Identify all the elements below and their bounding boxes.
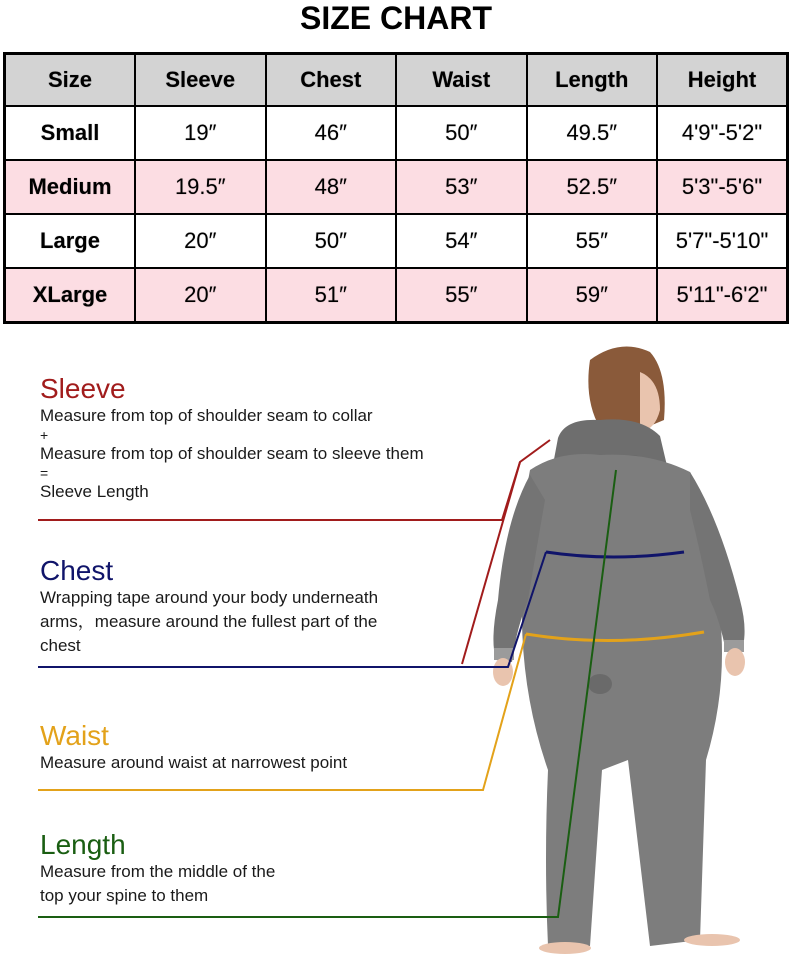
length-line: top your spine to them: [40, 886, 209, 905]
header-waist: Waist: [396, 54, 527, 106]
cell-height: 4'9"-5'2": [657, 106, 788, 160]
chest-section: [40, 556, 378, 658]
cell-size: Large: [5, 214, 136, 268]
cell-sleeve: 19″: [135, 106, 266, 160]
header-height: Height: [657, 54, 788, 106]
cell-sleeve: 20″: [135, 214, 266, 268]
sleeve-heading: Sleeve: [40, 373, 126, 404]
sleeve-line: =: [40, 465, 49, 481]
header-chest: Chest: [266, 54, 397, 106]
length-heading: Length: [40, 829, 126, 860]
chest-line: chest: [40, 636, 81, 655]
sleeve-section: [40, 374, 424, 504]
cell-waist: 53″: [396, 160, 527, 214]
chest-line: arms，measure around the fullest part of the: [40, 612, 378, 631]
cell-size: XLarge: [5, 268, 136, 322]
sleeve-line: +: [40, 427, 49, 443]
header-length: Length: [527, 54, 658, 106]
cell-length: 59″: [527, 268, 658, 322]
cell-length: 55″: [527, 214, 658, 268]
cell-sleeve: 19.5″: [135, 160, 266, 214]
chest-line: Wrapping tape around your body underneath: [40, 588, 379, 607]
cell-height: 5'11"-6'2": [657, 268, 788, 322]
cell-waist: 54″: [396, 214, 527, 268]
waist-section: [40, 721, 347, 775]
cell-length: 52.5″: [527, 160, 658, 214]
cell-waist: 50″: [396, 106, 527, 160]
cell-height: 5'7"-5'10": [657, 214, 788, 268]
cell-chest: 48″: [266, 160, 397, 214]
page-title: SIZE CHART: [300, 0, 492, 36]
waist-heading: Waist: [40, 720, 109, 751]
sleeve-measure-line: [462, 462, 520, 664]
length-section: [40, 830, 275, 908]
cell-size: Medium: [5, 160, 136, 214]
length-line: Measure from the middle of the: [40, 862, 276, 881]
waist-line: Measure around waist at narrowest point: [40, 753, 348, 772]
cell-height: 5'3"-5'6": [657, 160, 788, 214]
cell-length: 49.5″: [527, 106, 658, 160]
chest-heading: Chest: [40, 555, 114, 586]
cell-chest: 50″: [266, 214, 397, 268]
sleeve-line: Measure from top of shoulder seam to collar: [40, 406, 373, 425]
header-sleeve: Sleeve: [135, 54, 266, 106]
waist-measure-line: [526, 632, 704, 641]
cell-size: Small: [5, 106, 136, 160]
chest-measure-line: [546, 552, 684, 557]
cell-waist: 55″: [396, 268, 527, 322]
header-size: Size: [5, 54, 136, 106]
cell-sleeve: 20″: [135, 268, 266, 322]
sleeve-line: Measure from top of shoulder seam to sleeve them: [40, 444, 424, 463]
sleeve-line: Sleeve Length: [40, 482, 149, 501]
cell-chest: 46″: [266, 106, 397, 160]
cell-chest: 51″: [266, 268, 397, 322]
